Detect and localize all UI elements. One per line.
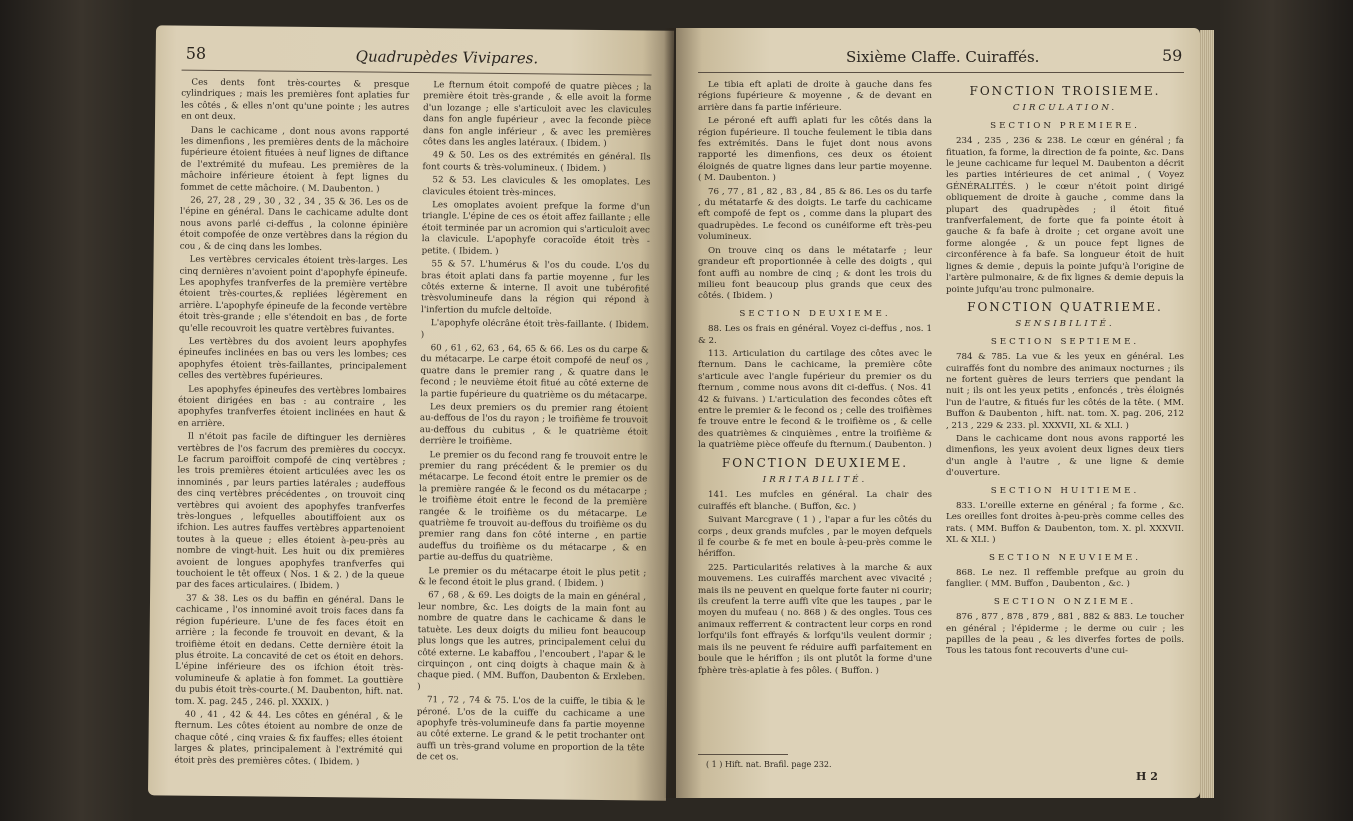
paragraph: 88. Les os frais en général. Voyez ci-deffus , nos. 1 & 2.	[698, 324, 932, 346]
paragraph: Les omoplates avoient prefque la forme d'un triangle. L'épine de ces os étoit affez faillante ; elle étoit terminée par un acromion qui s'articuloit avec la clavicule. L'apophyfe coracoïde étoit très - petite. ( Ibidem. )	[421, 200, 651, 257]
paragraph: 55 & 57. L'humérus & l'os du coude. L'os du bras étoit aplati dans fa partie moyenne , fur les côtés externe & interne. Il avoit une tubérofité trèsvolumineufe dans la région qui répond à l'infertion du mufcle deltoïde.	[421, 259, 650, 317]
section-heading: SENSIBILITÉ.	[1015, 319, 1115, 330]
right-page	[676, 28, 1200, 798]
section-heading: FONCTION QUATRIEME.	[967, 299, 1163, 314]
paragraph: Dans le cachicame , dont nous avons rapporté les dimenfions , les premières dents de la mâchoire fupérieure étoient fituées à neuf lignes de diftance de l'extrémité du mufeau. Les premières de la mâchoire inférieure étoient à fept lignes du fommet de cette mâchoire. ( M. Daubenton. )	[180, 125, 409, 195]
section-heading: IRRITABILITÉ.	[762, 475, 868, 485]
paragraph: Il n'étoit pas facile de diftinguer les dernières vertèbres de l'os facrum des premières du coccyx. Le facrum paroiffoit compofé de cinq vertèbres ; les trois premières étoient articulées avec les os innominés , par leurs parties latérales ; audeffous des cinq vertèbres précédentes , on trouvoit cinq vertèbres qui avoient des apophyfes tranfverfes très-longues , lefquelles aboutiffoient aux os ifchion. Les autres fauffes vertèbres appartenoient toutes à la queue ; elles étoient à-peu-près au nombre de vingt-huit. Les huit ou dix premières avoient de longues apophyfes tranfverfes qui touchoient le têt offeux ( Nos. 1 & 2. ) de la queue par des faces articulaires. ( Ibidem. )	[176, 431, 406, 592]
paragraph: 141. Les mufcles en général. La chair des cuiraffés eft blanche. ( Buffon, &c. )	[698, 490, 932, 512]
right-running-title: Sixième Claffe. Cuiraffés.	[846, 48, 1040, 66]
right-column-2	[946, 80, 1184, 660]
paragraph: 876 , 877 , 878 , 879 , 881 , 882 & 883. Le toucher en général ; l'épiderme ; le derme ou cuir ; les papilles de la peau , & les diverfes fortes de poils. Tous les tatous font recouverts d'une cui-	[946, 612, 1184, 657]
section-heading: FONCTION DEUXIEME.	[721, 455, 909, 470]
paragraph: 52 & 53. Les clavicules & les omoplates. Les clavicules étoient très-minces.	[422, 175, 651, 199]
right-page-number: 59	[1162, 46, 1183, 65]
paragraph: Dans le cachicame dont nous avons rapporté les dimenfions, les yeux avoient deux lignes deux tiers d'un angle à l'autre , & une ligne & demie d'ouverture.	[946, 433, 1184, 479]
section-heading: SECTION DEUXIEME.	[739, 308, 891, 319]
paragraph: 833. L'oreille externe en général ; fa forme , &c. Les oreilles font droites à-peu-près comme celles des rats. ( MM. Buffon & Daubenton, tom. X. pl. XXXVII. XL & XLI. )	[946, 501, 1184, 546]
paragraph: Les vertèbres cervicales étoient très-larges. Les cinq dernières n'avoient point d'apophyfe épineufe. Les apophyfes tranfverfes de la première vertèbre étoient très-courtes,& repliées légèrement en arrière. L'apophyfe épineufe de la feconde vertèbre étoit très-grande ; elle s'étendoit en bas , de forte qu'elle recouvroit les quatre vertèbres fuivantes.	[178, 254, 408, 336]
section-heading: SECTION HUITIEME.	[990, 485, 1140, 496]
left-header-rule	[182, 70, 652, 76]
paragraph: Le premier os du fecond rang fe trouvoit entre le premier du rang précédent & le premier os du métacarpe. Le fecond étoit entre le premier os de la première rangée & le fecond os du métacarpe ; le troifième étoit entre le fecond de la première rangée & le troifième os du métacarpe. Le quatrième fe trouvoit au-deffous du troifième os du premier rang dans fon côté interne , en partie audeffus du troifième os du métacarpe , & en partie au-deffus du quatrième.	[418, 449, 648, 564]
paragraph: Le premier os du métacarpe étoit le plus petit ; & le fecond étoit le plus grand. ( Ibidem. )	[418, 565, 647, 590]
paragraph: On trouve cinq os dans le métatarfe ; leur grandeur eft proportionnée à celle des doigts , qui font auffi au nombre de cinq ; & dont les trois du milieu font beaucoup plus grands que ceux des côtés. ( Ibidem. )	[698, 245, 932, 302]
paragraph: 26, 27, 28 , 29 , 30 , 32 , 34 , 35 & 36. Les os de l'épine en général. Dans le cachicame adulte dont nous avons parlé ci-deffus , la colonne épinière étoit compofée de onze vertèbres dans la région du cou , & de cinq dans les lombes.	[179, 195, 409, 253]
page-edges	[1200, 30, 1214, 798]
paragraph: Le tibia eft aplati de droite à gauche dans fes régions fupérieure & moyenne , & de devant en arrière dans fa partie inférieure.	[698, 80, 932, 113]
paragraph: 71 , 72 , 74 & 75. L'os de la cuiffe, le tibia & le péroné. L'os de la cuiffe du cachicame a une apophyfe très-volumineufe dans fa partie moyenne au côté externe. Le grand & le petit trochanter ont auffi un très-grand volume en proportion de la tête de cet os.	[416, 695, 646, 763]
left-running-title: Quadrupèdes Vivipares.	[355, 47, 539, 68]
paragraph: 113. Articulation du cartilage des côtes avec le fternum. Dans le cachicame, la première côte s'articule avec l'angle fupérieur du premier os du fternum , comme nous avons dit ci-deffus. ( Nos. 41 42 & fuivans. ) L'articulation des fecondes côtes eft entre le premier & le fecond os ; celle des troifièmes fe trouve entre le fecond & le troifième os , & celle des quatrièmes & cinquièmes , entre la troifième & la quatrième pièce offeufe du fternum.( Daubenton. )	[698, 348, 932, 451]
paragraph: Les deux premiers os du premier rang étoient au-deffous de l'os du rayon ; le troifième fe trouvoit au-deffous du cubitus , & le quatrième étoit derrière le troifième.	[419, 402, 649, 448]
paragraph: 67 , 68 , & 69. Les doigts de la main en général , leur nombre, &c. Les doigts de la main font au nombre de quatre dans le cachicame & dans le tatuète. Les deux doigts du milieu font beaucoup plus longs que les autres, principalement celui du côté externe. Le kabaffou , l'encoubert , l'apar & le cirquinçon , ont cinq doigts à chaque main & à chaque pied. ( MM. Buffon, Daubenton & Erxleben. )	[417, 590, 647, 692]
paragraph: 784 & 785. La vue & les yeux en général. Les cuiraffés font du nombre des animaux nocturnes ; ils ne fortent guères de leurs terriers que pendant la nuit ; ils ont les yeux petits , enfoncés , très éloignés l'un de l'autre, & fitués fur les côtés de la tête. ( MM. Buffon & Daubenton , hift. nat. tom. X. pag. 206, 212 , 213 , 229 & 233. pl. XXXVII, XL & XLI. )	[946, 352, 1184, 431]
left-column-1	[174, 78, 409, 771]
footnote-rule	[698, 754, 788, 755]
section-heading: SECTION NEUVIEME.	[989, 552, 1141, 563]
paragraph: Ces dents font très-courtes & presque cylindriques ; mais les premières font aplaties fur les côtés , & elles n'ont qu'une pointe ; les autres en ont deux.	[181, 77, 410, 123]
paragraph: Le péroné eft auffi aplati fur les côtés dans la région fupérieure. Il touche feulement le tibia dans fes extrémités. Dans le fujet dont nous avons rapporté les dimenfions, ces deux os étoient éloignés de quatre lignes dans leur partie moyenne. ( M. Daubenton. )	[698, 116, 932, 184]
paragraph: 868. Le nez. Il reffemble prefque au groin du fanglier. ( MM. Buffon , Daubenton , &c. )	[946, 568, 1184, 590]
paragraph: 225. Particularités relatives à la marche & aux mouvemens. Les cuiraffés marchent avec vivacité ; mais ils ne peuvent en quelque forte fauter ni courir; ils creufent la terre auffi vîte que les taupes , par le moyen du mufeau ( no. 868 ) & des ongles. Tous ces animaux refferrent & contractent leur corps en rond lorfqu'ils font effrayés & lorfqu'ils veulent dormir ; mais ils ne peuvent fe réduire auffi parfaitement en boule que le hériffon ; ils ont plutôt la forme d'une fphère très-aplatie à fes pôles. ( Buffon. )	[698, 562, 932, 676]
right-header-rule	[698, 72, 1184, 73]
section-heading: SECTION ONZIEME.	[993, 596, 1137, 607]
paragraph: 40 , 41 , 42 & 44. Les côtes en général , & le fternum. Les côtes étoient au nombre de onze de chaque côté , cinq vraies & fix fauffes; elles étoient larges & plates, principalement à l'extrémité qui étoit près des premières côtes. ( Ibidem. )	[174, 709, 403, 768]
left-page-number: 58	[185, 43, 207, 63]
signature-mark: H 2	[1136, 770, 1158, 783]
left-column-2	[416, 80, 651, 768]
section-heading: SECTION PREMIERE.	[990, 120, 1140, 131]
paragraph: 76 , 77 , 81 , 82 , 83 , 84 , 85 & 86. Les os du tarfe , du métatarfe & des doigts. Le tarfe du cachicame eft compofé de fept os , comme dans la plupart des quadrupèdes. Le fecond os cunéiforme eft très-peu volumineux.	[698, 186, 932, 243]
paragraph: Les apophyfes épineufes des vertèbres lombaires étoient dirigées en bas : au contraire , les apophyfes tranfverfes étoient inclinées en haut & en arrière.	[177, 384, 407, 429]
paragraph: L'apophyfe olécrâne étoit très-faillante. ( Ibidem. )	[420, 318, 649, 340]
left-page	[148, 25, 674, 800]
footnote: ( 1 ) Hift. nat. Brafil. page 232.	[706, 760, 832, 769]
paragraph: 60 , 61 , 62, 63 , 64, 65 & 66. Les os du carpe & du métacarpe. Le carpe étoit compofé de neuf os , quatre dans le premier rang , & quatre dans le fecond ; le neuvième étoit fitué au côté externe de la partie fupérieure du quatrième os du métacarpe.	[420, 343, 649, 402]
right-column-1	[698, 80, 932, 679]
paragraph: Suivant Marcgrave ( 1 ) , l'apar a fur les côtés du corps , deux grands mufcles , par le moyen defquels il fe courbe & fe met en boule à-peu-près comme le hériffon.	[698, 515, 932, 560]
paragraph: Le fternum étoit compofé de quatre pièces ; la première étoit très-grande , & elle avoit la forme d'un lozange ; elle s'articuloit avec les clavicules dans fon angle fupérieur , avec la feconde pièce dans fon angle inférieur , & avec les premières côtes dans les angles latéraux. ( Ibidem. )	[422, 80, 652, 150]
paragraph: Les vertèbres du dos avoient leurs apophyfes épineufes inclinées en bas ou vers les lombes; ces apophyfes étoient très-faillantes, principalement celles des vertèbres fupérieures.	[178, 336, 407, 383]
section-heading: SECTION SEPTIEME.	[990, 336, 1140, 347]
paragraph: 234 , 235 , 236 & 238. Le cœur en général ; fa fituation, fa forme, la direction de fa pointe, &c. Dans le jeune cachicame fur lequel M. Daubenton a décrit les parties intérieures de cet animal , ( Voyez GÉNÉRALITÉS. ) le cœur n'étoit point dirigé obliquement de droite à gauche , comme dans la plupart des quadrupèdes ; il étoit fitué tranfverfalement, de forte que fa pointe étoit à gauche & fa bafe à droite ; cet organe avoit une forme alongée , & un pouce fept lignes de circonférence à fa bafe. Sa longueur étoit de huit lignes & demie , depuis la pointe jufqu'à l'origine de l'artère pulmonaire, & de fix lignes & demie depuis la pointe jufqu'au tronc pulmonaire.	[946, 136, 1184, 295]
section-heading: CIRCULATION.	[1012, 103, 1118, 114]
section-heading: FONCTION TROISIEME.	[969, 84, 1161, 98]
paragraph: 49 & 50. Les os des extrémités en général. Ils font courts & très-volumineux. ( Ibidem. )	[422, 150, 651, 174]
paragraph: 37 & 38. Les os du baffin en général. Dans le cachicame , l'os innominé avoit trois faces dans fa région fupérieure. L'une de fes faces étoit en arrière ; la feconde fe trouvoit en devant, & la troifième étoit en dedans. Cette dernière étoit la plus étroite. La concavité de cet os étoit en dehors. L'épine inférieure des os ifchion étoit très-volumineufe & aplatie à fon fommet. La gouttière du pubis étoit très-courte.( M. Daubenton, hift. nat. tom. X. pag. 245 , 246. pl. XXXIX. )	[174, 593, 405, 708]
